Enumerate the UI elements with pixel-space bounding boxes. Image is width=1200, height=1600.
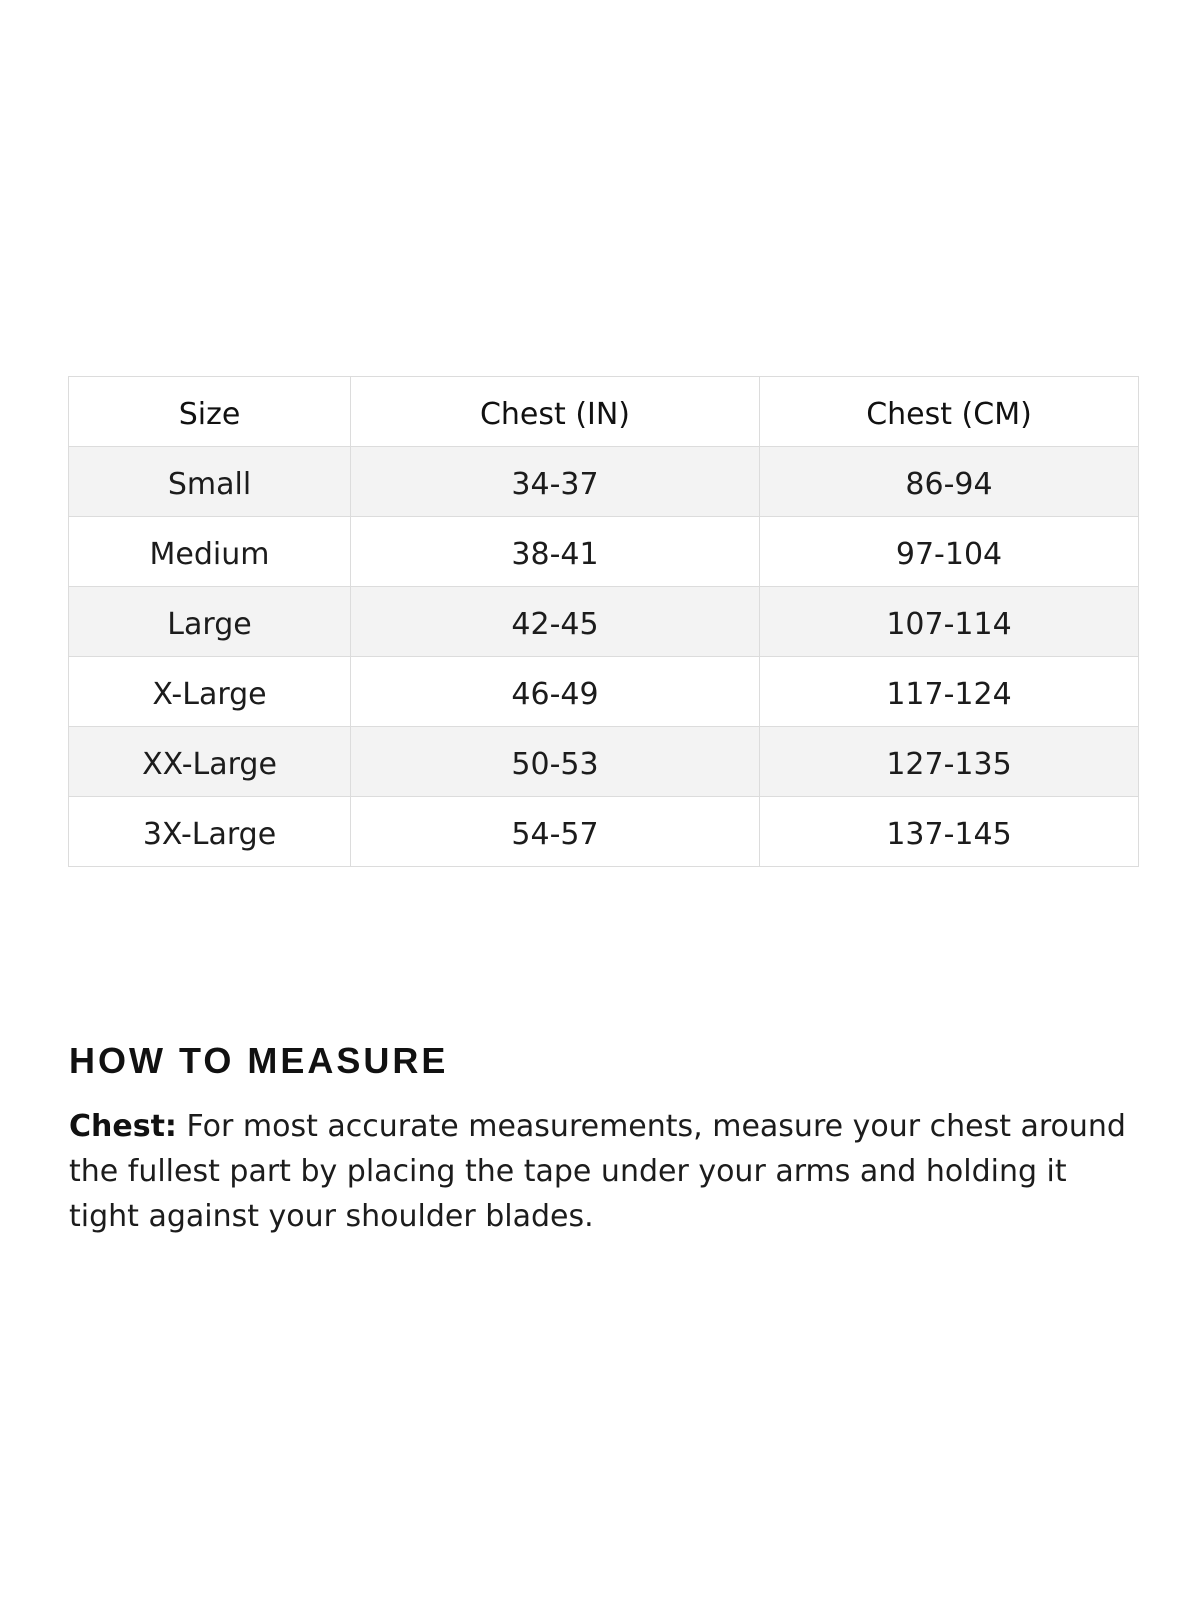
table-row <box>69 447 1139 517</box>
chest-cm-cell: 97-104 <box>760 517 1139 587</box>
chest-cm-cell: 117-124 <box>760 657 1139 727</box>
chest-label: Chest: <box>69 1109 177 1144</box>
size-cell: Small <box>69 447 351 517</box>
table-row <box>69 727 1139 797</box>
table-row <box>69 657 1139 727</box>
table-header-row <box>69 377 1139 447</box>
size-cell: Medium <box>69 517 351 587</box>
how-to-measure-heading: HOW TO MEASURE <box>69 1040 449 1081</box>
table-row <box>69 517 1139 587</box>
chest-in-cell: 38-41 <box>351 517 760 587</box>
chest-measure-instructions <box>69 1104 1144 1239</box>
header-size: Size <box>69 377 351 447</box>
chest-cm-cell: 137-145 <box>760 797 1139 867</box>
table-row <box>69 587 1139 657</box>
chest-in-cell: 34-37 <box>351 447 760 517</box>
size-chart-table <box>68 376 1139 867</box>
chest-in-cell: 50-53 <box>351 727 760 797</box>
size-cell: XX-Large <box>69 727 351 797</box>
size-cell: X-Large <box>69 657 351 727</box>
header-chest-in: Chest (IN) <box>351 377 760 447</box>
table-row <box>69 797 1139 867</box>
size-cell: 3X-Large <box>69 797 351 867</box>
chest-in-cell: 46-49 <box>351 657 760 727</box>
size-cell: Large <box>69 587 351 657</box>
chest-in-cell: 42-45 <box>351 587 760 657</box>
chest-cm-cell: 127-135 <box>760 727 1139 797</box>
chest-in-cell: 54-57 <box>351 797 760 867</box>
header-chest-cm: Chest (CM) <box>760 377 1139 447</box>
chest-cm-cell: 86-94 <box>760 447 1139 517</box>
chest-cm-cell: 107-114 <box>760 587 1139 657</box>
chest-instruction-text: For most accurate measurements, measure your chest around the fullest part by placing the tape under your arms and holding it tight against your shoulder blades. <box>69 1109 1126 1234</box>
